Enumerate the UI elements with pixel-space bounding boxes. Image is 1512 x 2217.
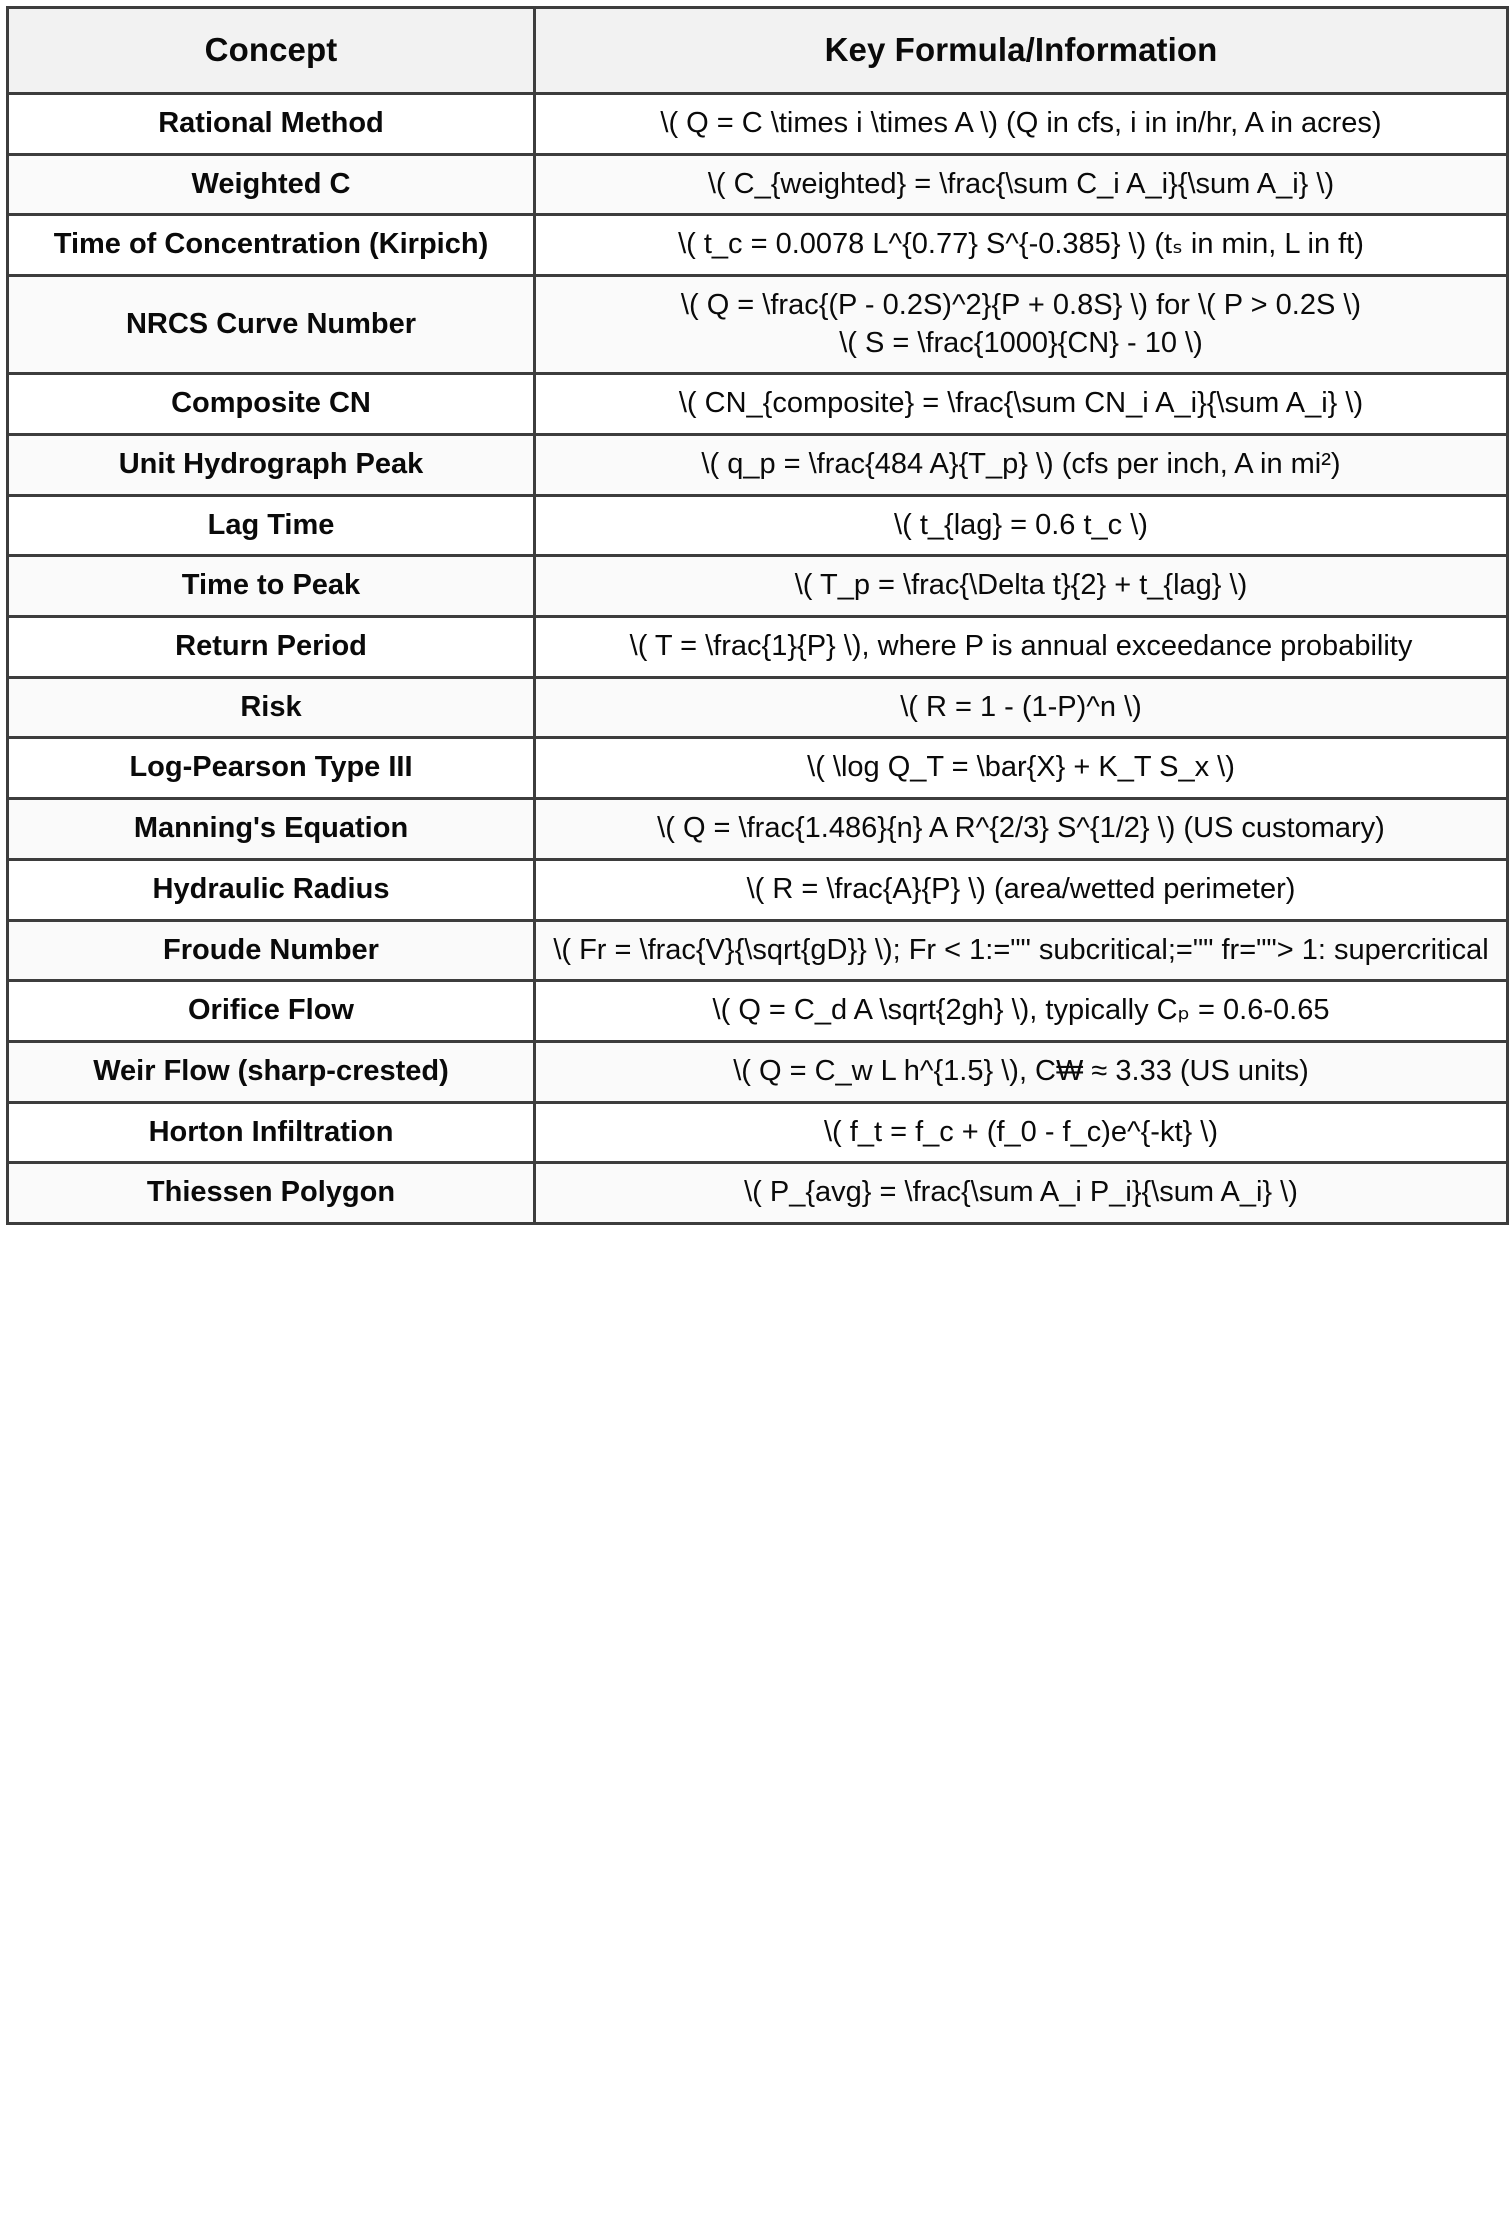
table-row: [8, 435, 1508, 496]
concept-cell: Time of Concentration (Kirpich): [8, 215, 535, 276]
formula-cell: [535, 920, 1508, 981]
formula-cell: [535, 215, 1508, 276]
table-header: [8, 8, 1508, 94]
formula-cell: [535, 738, 1508, 799]
column-header-formula: Key Formula/Information: [535, 8, 1508, 94]
formula-cell: [535, 374, 1508, 435]
table-row: [8, 374, 1508, 435]
table-row: [8, 275, 1508, 373]
formula-line: \( CN_{composite} = \frac{\sum CN_i A_i}{\sum A_i} \): [678, 387, 1364, 420]
formula-cell: [535, 154, 1508, 215]
formula-cell: [535, 677, 1508, 738]
formula-cell: [535, 799, 1508, 860]
concept-cell: Log-Pearson Type III: [8, 738, 535, 799]
table-row: [8, 556, 1508, 617]
concept-cell: Risk: [8, 677, 535, 738]
formula-line: \( Q = C_w L h^{1.5} \), C₩ ≈ 3.33 (US units): [733, 1054, 1309, 1087]
table-row: [8, 93, 1508, 154]
formula-line: \( T = \frac{1}{P} \), where P is annual exceedance probability: [629, 630, 1413, 663]
table-row: [8, 859, 1508, 920]
concept-cell: NRCS Curve Number: [8, 275, 535, 373]
formula-cell: [535, 1163, 1508, 1224]
formula-cell: [535, 275, 1508, 373]
formula-line: \( T_p = \frac{\Delta t}{2} + t_{lag} \): [794, 569, 1248, 602]
concept-cell: Froude Number: [8, 920, 535, 981]
formula-line: \( Fr = \frac{V}{\sqrt{gD}} \); Fr < 1:="" subcritical;="" fr=""> 1: supercritical: [553, 933, 1489, 966]
table-row: [8, 617, 1508, 678]
table-row: [8, 1102, 1508, 1163]
formula-cell: [535, 1041, 1508, 1102]
concept-cell: Horton Infiltration: [8, 1102, 535, 1163]
table-row: [8, 799, 1508, 860]
formula-cell: [535, 93, 1508, 154]
table-row: [8, 981, 1508, 1042]
formula-reference-table: [6, 6, 1509, 1225]
concept-cell: Composite CN: [8, 374, 535, 435]
concept-cell: Return Period: [8, 617, 535, 678]
concept-cell: Orifice Flow: [8, 981, 535, 1042]
table-row: [8, 1041, 1508, 1102]
formula-cell: [535, 981, 1508, 1042]
concept-cell: Rational Method: [8, 93, 535, 154]
formula-line: \( Q = \frac{(P - 0.2S)^2}{P + 0.8S} \) for \( P > 0.2S \): [680, 288, 1362, 321]
concept-cell: Weighted C: [8, 154, 535, 215]
formula-line: \( R = 1 - (1-P)^n \): [900, 690, 1142, 723]
table-row: [8, 215, 1508, 276]
formula-line: \( Q = C \times i \times A \) (Q in cfs, i in in/hr, A in acres): [660, 106, 1382, 139]
concept-cell: Unit Hydrograph Peak: [8, 435, 535, 496]
table-row: [8, 920, 1508, 981]
table-row: [8, 677, 1508, 738]
table-row: [8, 738, 1508, 799]
formula-cell: [535, 556, 1508, 617]
concept-cell: Hydraulic Radius: [8, 859, 535, 920]
concept-cell: Manning's Equation: [8, 799, 535, 860]
formula-cell: [535, 859, 1508, 920]
column-header-concept: Concept: [8, 8, 535, 94]
table-row: [8, 495, 1508, 556]
concept-cell: Lag Time: [8, 495, 535, 556]
formula-line: \( t_c = 0.0078 L^{0.77} S^{-0.385} \) (tₛ in min, L in ft): [678, 228, 1364, 261]
formula-line: \( P_{avg} = \frac{\sum A_i P_i}{\sum A_i} \): [744, 1176, 1298, 1209]
formula-line: \( q_p = \frac{484 A}{T_p} \) (cfs per inch, A in mi²): [701, 448, 1341, 481]
formula-cell: [535, 495, 1508, 556]
formula-line: \( R = \frac{A}{P} \) (area/wetted perimeter): [746, 872, 1296, 905]
formula-line: \( Q = C_d A \sqrt{2gh} \), typically Cₚ = 0.6-0.65: [712, 994, 1330, 1027]
table-row: [8, 154, 1508, 215]
formula-line: \( f_t = f_c + (f_0 - f_c)e^{-kt} \): [824, 1115, 1218, 1148]
formula-line: \( Q = \frac{1.486}{n} A R^{2/3} S^{1/2} \) (US customary): [657, 812, 1385, 845]
table-row: [8, 1163, 1508, 1224]
concept-cell: Thiessen Polygon: [8, 1163, 535, 1224]
concept-cell: Weir Flow (sharp-crested): [8, 1041, 535, 1102]
formula-line: \( \log Q_T = \bar{X} + K_T S_x \): [807, 751, 1235, 784]
formula-cell: [535, 1102, 1508, 1163]
formula-line: \( t_{lag} = 0.6 t_c \): [894, 508, 1148, 541]
formula-reference-table-container: [0, 6, 1512, 1225]
table-header-row: [8, 8, 1508, 94]
concept-cell: Time to Peak: [8, 556, 535, 617]
formula-line: \( C_{weighted} = \frac{\sum C_i A_i}{\sum A_i} \): [707, 167, 1335, 200]
formula-cell: [535, 617, 1508, 678]
formula-cell: [535, 435, 1508, 496]
formula-line: \( S = \frac{1000}{CN} - 10 \): [839, 326, 1203, 359]
table-body: [8, 93, 1508, 1223]
